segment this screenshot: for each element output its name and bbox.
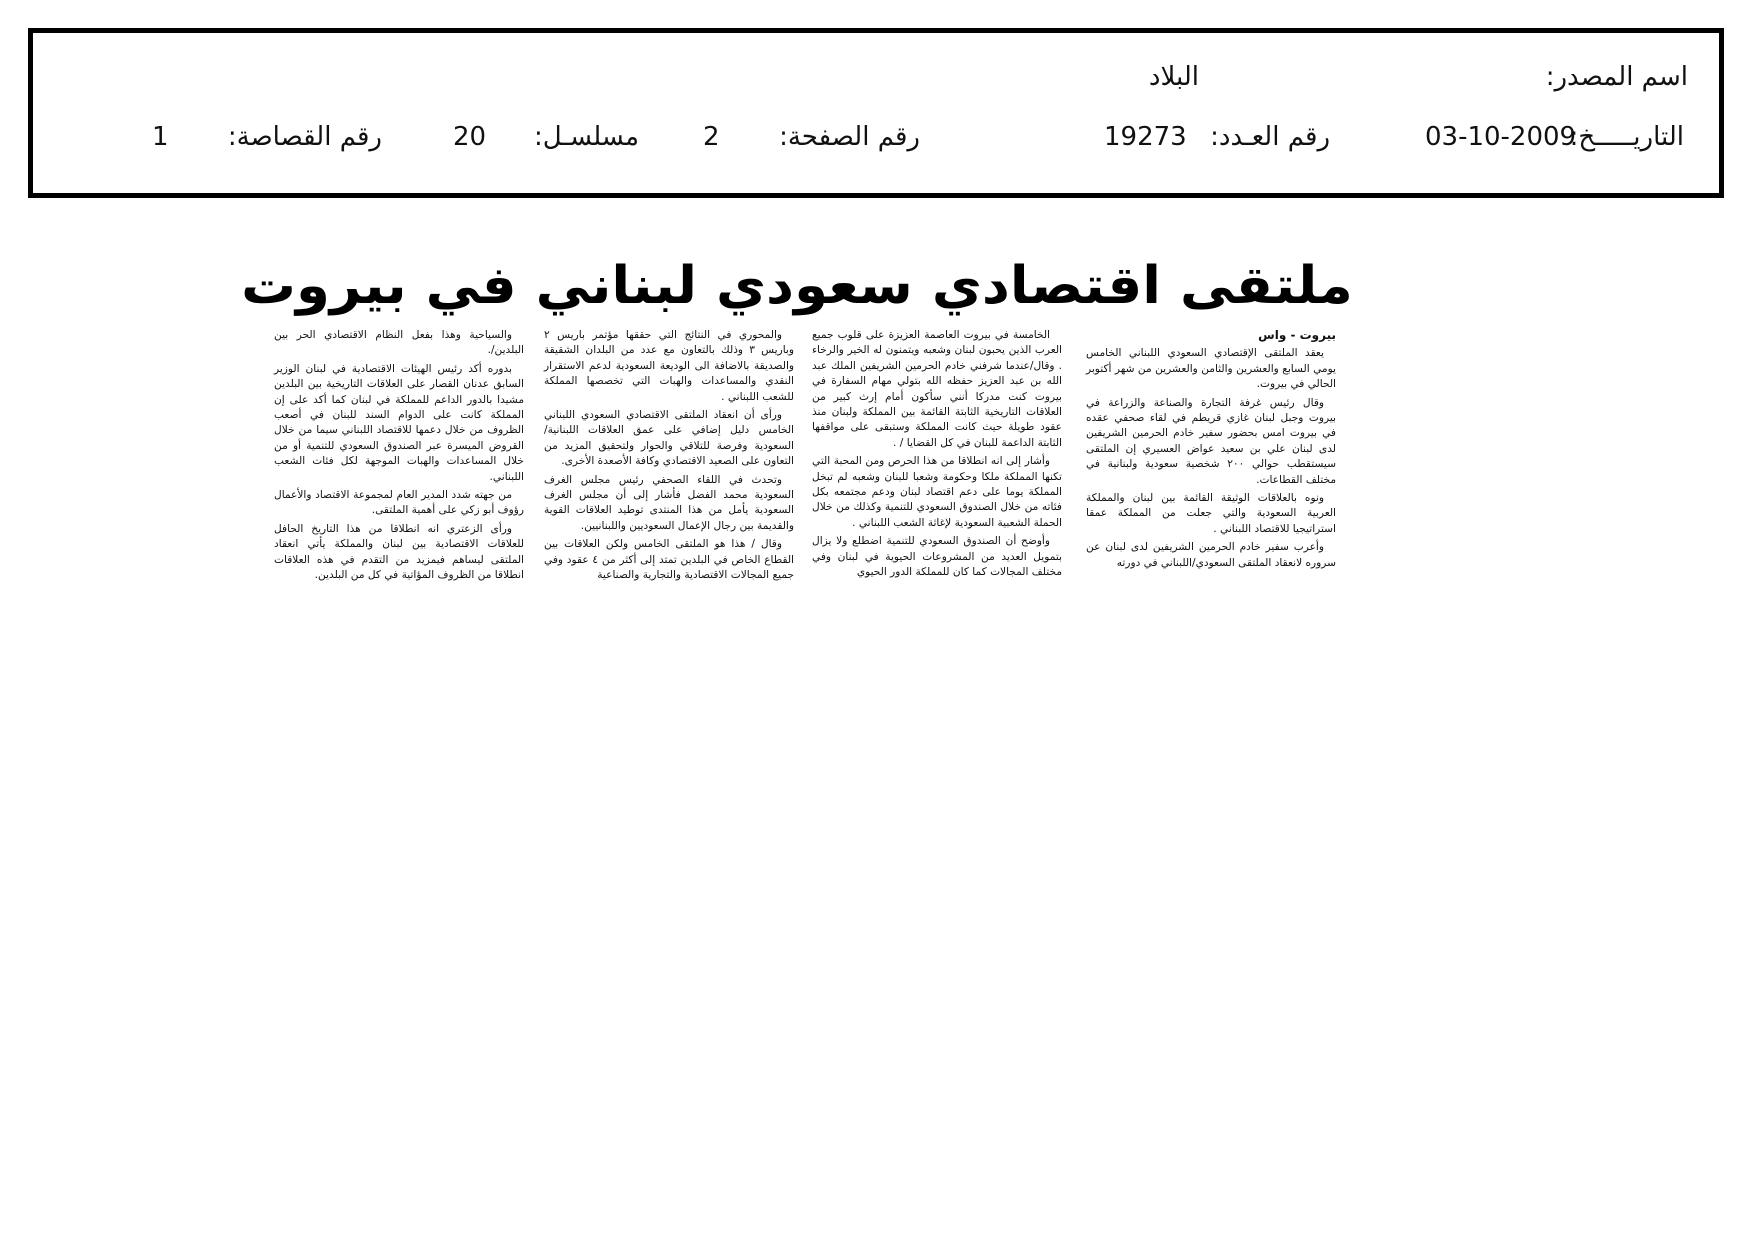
article-paragraph: وأشار إلى انه انطلاقا من هذا الحرص ومن المحبة التي تكنها المملكة ملكا وحكومة وشعبا للبنان وشعبه لم تبخل المملكة يوما على دعم اقتصاد لبنان ودعم مجتمعه بكل فئاته من خلال الصندوق السعودي للتنمية وكذلك من خلال الحملة الشعبية السعودية لإغاثة الشعب اللبناني . xyxy=(812,455,1062,529)
article-paragraph: وأعرب سفير خادم الحرمين الشريفين لدى لبنان عن سروره لانعقاد الملتقى السعودي/اللبناني في دورته xyxy=(1086,541,1336,569)
date-value: 03-10-2009 xyxy=(1425,122,1577,152)
article-column-3 xyxy=(544,328,794,587)
article-headline: ملتقى اقتصادي سعودي لبناني في بيروت xyxy=(241,256,1353,316)
article-paragraph: من جهته شدد المدير العام لمجموعة الاقتصاد والأعمال رؤوف أبو زكي على أهمية الملتقى. xyxy=(274,489,524,517)
article-paragraph: ونوه بالعلاقات الوثيقة القائمة بين لبنان والمملكة العربية السعودية والتي جعلت من المملكة عمقا استراتيجيا للاقتصاد اللبناني . xyxy=(1086,492,1336,535)
article-paragraph: ورأى أن انعقاد الملتقى الاقتصادي السعودي اللبناني الخامس دليل إضافي على عمق العلاقات اللبنانية/ السعودية وفرصة للتلاقي والحوار ولتحقيق المزيد من التعاون على الصعيد الاقتصادي وكافة الأصعدة الأخرى. xyxy=(544,409,794,468)
article-paragraph: وقال رئيس غرفة التجارة والصناعة والزراعة في بيروت وجبل لبنان غازي قريطم في لقاء صحفي عقده في بيروت امس بحضور سفير خادم الحرمين الشريفين لدى لبنان علي بن سعيد عواض العسيري إن الملتقى سيستقطب حوالي ٢٠٠ شخصية سعودية ولبنانية في مختلف القطاعات. xyxy=(1086,396,1336,486)
article-paragraph: وتحدث في اللقاء الصحفي رئيس مجلس الغرف السعودية محمد الفضل فأشار إلى أن مجلس الغرف السعودية يأمل من هذا المنتدى توطيد العلاقات القوية والقديمة بين رجال الإعمال السعوديين واللبنانيين. xyxy=(544,473,794,532)
date-label: التاريـــــخ: xyxy=(1569,122,1684,152)
source-value: البلاد xyxy=(1148,62,1199,92)
article-paragraph: ورأى الزعتري انه انطلاقا من هذا التاريخ الحافل للعلاقات الاقتصادية بين لبنان والمملكة يأتي انعقاد الملتقى ليساهم فيمزيد من التقدم في هذه العلاقات انطلاقا من الظروف المؤاتية في كل من البلدين. xyxy=(274,522,524,582)
page-value: 2 xyxy=(703,122,720,152)
article-paragraph: بدوره أكد رئيس الهيئات الاقتصادية في لبنان الوزير السابق عدنان القصار على العلاقات التاريخية بين البلدين مشيدا بالدور الداعم للمملكة في لبنان كما أكد على إن المملكة كانت على الدوام السند للبنان في أصعب الظروف من خلال دعمها للاقتصاد اللبناني سيما من خلال القروض الميسرة عبر الصندوق السعودي للتنمية أو من خلال المساعدات والهبات الموجهة لكل فئات الشعب اللبناني. xyxy=(274,362,524,483)
article-column-4 xyxy=(274,328,524,587)
source-label: اسم المصدر: xyxy=(1545,62,1688,92)
article-column-1 xyxy=(1086,328,1336,574)
newspaper-clipping xyxy=(241,250,1353,640)
article-paragraph: وقال / هذا هو الملتقى الخامس ولكن العلاقات بين القطاع الخاص في البلدين تمتد إلى أكثر من ٤ عقود وفي جميع المجالات الاقتصادية والتجارية والصناعية xyxy=(544,538,794,582)
metadata-box xyxy=(28,28,1724,198)
serial-label: مسلسـل: xyxy=(534,122,639,152)
article-paragraph: وأوضح أن الصندوق السعودي للتنمية اضطلع ولا يزال بتمويل العديد من المشروعات الحيوية في لبنان وفي مختلف المجالات كما كان للمملكة الدور الحيوي xyxy=(812,535,1062,579)
article-dateline: بيروت - واس xyxy=(1258,328,1336,342)
serial-value: 20 xyxy=(453,122,487,152)
clip-number-label: رقم القصاصة: xyxy=(227,122,382,152)
article-paragraph: والسياحية وهذا بفعل النظام الاقتصادي الحر بين البلدين/. xyxy=(274,329,524,357)
article-paragraph: والمحوري في النتائج التي حققها مؤتمر باريس ٢ وباريس ٣ وذلك بالتعاون مع عدد من البلدان الشقيقة والصديقة بالاضافة الى الوديعة السعودية لدعم الاستقرار النقدي والمساعدات والهبات التي تخصصها المملكة للشعب اللبناني . xyxy=(544,329,794,403)
article-paragraph: يعقد الملتقى الإقتصادي السعودي اللبناني الخامس يومي السابع والعشرين والثامن والعشرين من شهر أكتوبر الحالي في بيروت. xyxy=(1086,347,1336,391)
clip-number-value: 1 xyxy=(152,122,169,152)
page-label: رقم الصفحة: xyxy=(779,122,920,152)
issue-label: رقم العـدد: xyxy=(1210,122,1330,152)
issue-value: 19273 xyxy=(1104,122,1187,152)
article-paragraph: الخامسة في بيروت العاصمة العزيزة على قلوب جميع العرب الذين يحبون لبنان وشعبه ويتمنون له الخير والرخاء . وقال/عندما شرفني خادم الحرمين الشريفين الملك عبد الله بن عبد العزيز حفظه الله بتولي مهام السفارة في بيروت كنت مدركا أنني سأكون أمام إرث كبير من العلاقات التاريخية الثابتة القائمة بين المملكة ولبنان منذ عقود طويلة حيث كانت المملكة وستبقى على مواقفها الثابتة الداعمة للبنان في كل القضايا / . xyxy=(812,329,1062,449)
article-column-2 xyxy=(812,328,1062,584)
